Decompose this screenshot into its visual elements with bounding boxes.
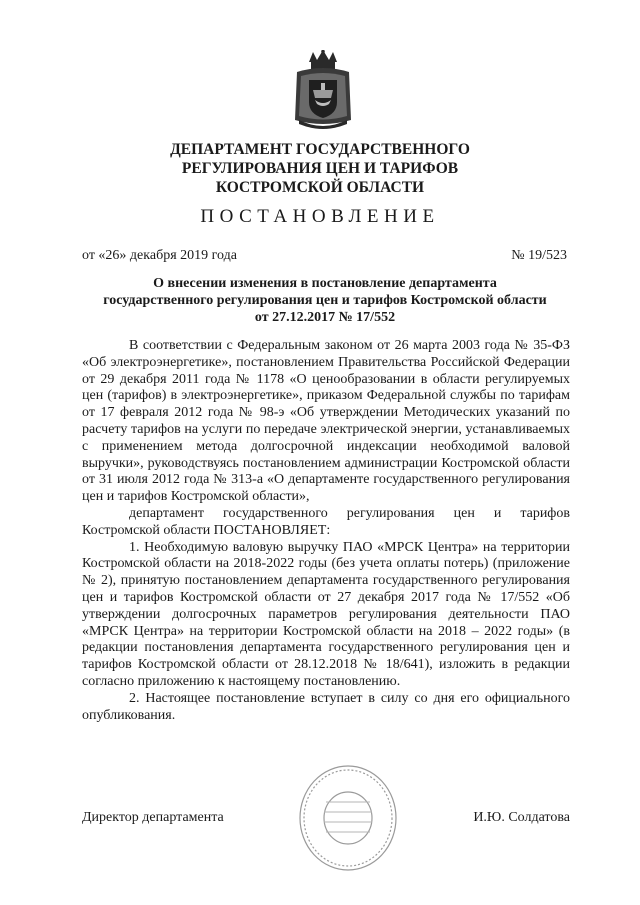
document-type: ПОСТАНОВЛЕНИЕ [200,206,440,227]
body-paragraph-2: департамент государственного регулирования цен и тарифов Костромской области ПОСТАНОВЛЯЕТ: [82,505,570,538]
body-paragraph-1: В соответствии с Федеральным законом от 26 марта 2003 года № 35-ФЗ «Об электроэнергетике», постановлением Правительства Российской Федерации от 29 декабря 2011 года № 1178 «О ценообразовании в области регулируемых цен (тарифов) в электроэнергетике», приказом Федеральной службы по тарифам от 17 февраля 2012 года № 98-э «Об утверждении Методических указаний по расчету тарифов на услуги по передаче электрической энергии, устанавливаемых с применением метода долгосрочной индексации необходимой валовой выручки», руководствуясь постановлением администрации Костромской области от 31 июля 2012 года № 313-а «О департаменте государственного регулирования цен и тарифов Костромской области», [82,338,570,505]
org-line-2: РЕГУЛИРОВАНИЯ ЦЕН И ТАРИФОВ [181,160,459,177]
coat-of-arms-icon [293,50,353,130]
signatory-position: Директор департамента [82,810,224,825]
document-number: № 19/523 [511,248,567,263]
signatory-name: И.Ю. Солдатова [473,810,570,825]
body-paragraph-3: 1. Необходимую валовую выручку ПАО «МРСК Центра» на территории Костромской области на 2018-2022 годы (без учета оплаты потерь) (приложение № 2), принятую постановлением департамента государственного регулирования цен и тарифов Костромской области от 27 декабря 2017 года № 17/552 «Об утверждении долгосрочных параметров регулирования деятельности ПАО «МРСК Центра» на территории Костромской области на 2018 – 2022 годы» (в редакции постановления департамента государственного регулирования цен и тарифов Костромской области от 28.12.2018 № 18/641), изложить в редакции согласно приложению к настоящему постановлению. [82,539,570,689]
organization-name [0,140,640,197]
document-body [82,338,570,724]
org-line-3: КОСТРОМСКОЙ ОБЛАСТИ [215,179,425,196]
round-seal-stamp-icon [296,762,400,874]
document-date: от «26» декабря 2019 года [82,248,237,263]
document-title: О внесении изменения в постановление департамента государственного регулирования цен и тарифов Костромской области от 27.12.2017 № 17/552 [103,276,547,325]
body-paragraph-4: 2. Настоящее постановление вступает в силу со дня его официального опубликования. [82,690,570,723]
org-line-1: ДЕПАРТАМЕНТ ГОСУДАРСТВЕННОГО [170,141,470,158]
